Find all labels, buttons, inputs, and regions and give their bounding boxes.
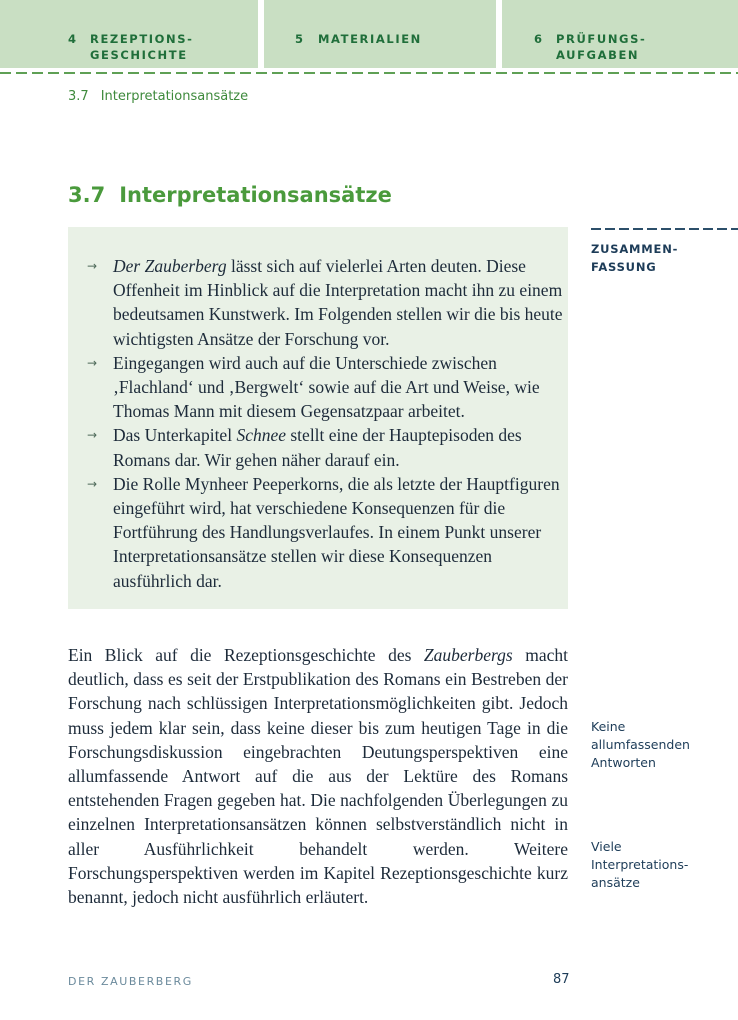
tab-pruefungsaufgaben[interactable]: [502, 0, 738, 68]
summary-item-text: stellt eine der Hauptepisoden des Romans dar. Wir gehen näher darauf ein.: [113, 425, 522, 470]
arrow-right-icon: →: [87, 355, 98, 370]
summary-box: [68, 227, 568, 609]
tab-number: 5: [295, 32, 305, 46]
footer-book-title: DER ZAUBERBERG: [68, 975, 193, 988]
arrow-right-icon: →: [87, 476, 98, 491]
tab-label: MATERIALIEN: [318, 32, 422, 46]
summary-item-text: Eingegangen wird auch auf die Unterschiede zwischen ‚Flachland‘ und ‚Bergwelt‘ sowie auf die Art und Weise, wie Thomas Mann mit diesem Gegensatzpaar arbeitet.: [113, 352, 540, 422]
section-number: 3.7: [68, 183, 106, 207]
summary-side-label: ZUSAMMEN- FASSUNG: [591, 242, 679, 274]
arrow-right-icon: →: [87, 259, 98, 273]
margin-note: Keine allumfassenden Antworten: [591, 719, 690, 770]
summary-item-text: Die Rolle Mynheer Peeperkorns, die als letzte der Hauptfiguren eingeführt wird, hat verschiedene Konsequenzen für die Fortführung des Handlungsverlaufes. In einem Punkt unserer Interpretationsansätze stellen wir diese Konsequenzen ausführlich dar.: [113, 473, 560, 591]
breadcrumb-title: Interpretationsansätze: [100, 89, 249, 104]
sidebar-dashed-divider: [591, 228, 738, 230]
chapter-title-emphasis: Schnee: [236, 425, 286, 446]
book-title-emphasis: Der Zauberberg: [113, 256, 227, 276]
arrow-right-icon: →: [87, 428, 98, 443]
summary-item: [68, 423, 568, 471]
body-text-part: Ein Blick auf die Rezeptionsgeschichte des: [68, 645, 424, 665]
page-number: 87: [553, 972, 570, 987]
tab-label: PRÜFUNGS- AUFGABEN: [556, 32, 647, 62]
summary-item: [68, 351, 568, 424]
tab-number: 6: [534, 32, 544, 46]
tab-materialien[interactable]: [264, 0, 496, 68]
tab-rezeptionsgeschichte[interactable]: [0, 0, 258, 68]
summary-item-text: Das Unterkapitel: [113, 425, 237, 446]
summary-item: [68, 472, 568, 593]
chapter-tabs: [0, 0, 738, 68]
section-heading: [68, 183, 392, 207]
breadcrumb-number: 3.7: [68, 89, 89, 104]
header-dashed-divider: [0, 72, 738, 74]
tab-label: REZEPTIONS- GESCHICHTE: [90, 32, 194, 62]
book-title-emphasis: Zauberbergs: [423, 645, 513, 665]
summary-item: [68, 254, 568, 351]
summary-list: [68, 254, 568, 593]
section-title: Interpretationsansätze: [119, 183, 392, 207]
body-paragraph: [68, 643, 568, 909]
tab-number: 4: [68, 32, 78, 46]
breadcrumb: [68, 89, 248, 104]
body-text-part: macht deutlich, dass es seit der Erstpublikation des Romans ein Bestreben der Forschung nach schlüssigen Interpretationsmöglichkeiten gibt. Jedoch muss jedem klar sein, dass keine dieser bis zum heutigen Tage in die Forschungsdiskussion eingebrachten Deutungsperspektiven eine allumfassende Antwort auf die aus der Lektüre des Romans entstehenden Fragen gegeben hat. Die nachfolgenden Überlegungen zu einzelnen Interpretationsansätzen können selbstverständlich nicht in aller Ausführlichkeit behandelt werden. Weitere Forschungsperspektiven werden im Kapitel Rezeptionsgeschichte kurz benannt, jedoch nicht ausführlich erläutert.: [68, 645, 568, 908]
margin-note: Viele Interpretations- ansätze: [591, 839, 689, 890]
summary-item-text: lässt sich auf vielerlei Arten deuten. Diese Offenheit im Hinblick auf die Interpretation macht ihn zu einem bedeutsamen Kunstwerk. Im Folgenden stellen wir die bis heute wichtigsten Ansätze der Forschung vor.: [113, 256, 563, 349]
